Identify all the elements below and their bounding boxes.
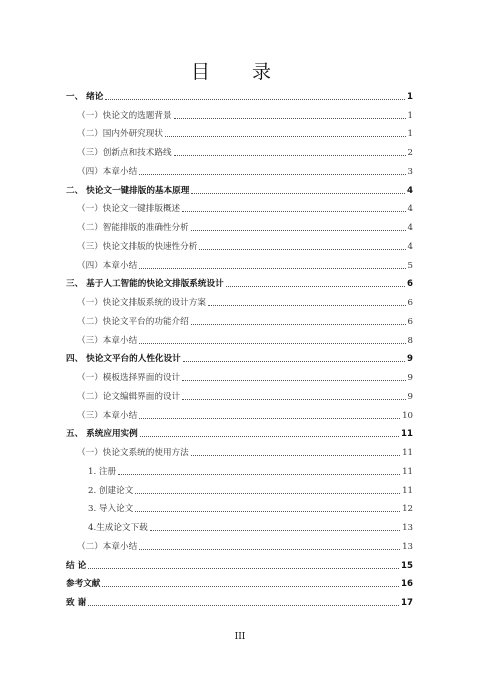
toc-entry[interactable] [66,103,413,122]
toc-entry[interactable] [66,365,413,384]
toc-entry[interactable] [66,534,413,553]
toc-entry[interactable] [66,515,413,534]
toc-entry-label: 4.生成论文下载 [88,523,148,533]
toc-entry[interactable] [66,253,413,272]
toc-entry[interactable] [66,272,413,291]
toc-entry-label: （二）论文编辑界面的设计 [77,391,181,402]
toc-entry[interactable] [66,497,413,516]
toc-entry-label: 四、 快论文平台的人性化设计 [66,354,181,365]
toc-entry[interactable] [66,140,413,159]
dot-leader [139,548,400,550]
toc-entry[interactable] [66,84,413,103]
toc-entry-label: （四）本章小结 [77,260,138,271]
toc-entry-label: （一）快论文的选题背景 [77,110,172,121]
toc-entry[interactable] [66,553,413,572]
toc-entry[interactable] [66,290,413,309]
toc-entry-page: 3 [407,166,413,177]
toc-entry-page: 6 [407,316,413,327]
toc-entry-label: （一）快论文一键排版概述 [77,204,181,215]
toc-entry-page: 11 [402,448,413,458]
toc-entry-label: 一、 绪论 [66,91,104,102]
toc-entry-label: （四）本章小结 [77,166,138,177]
table-of-contents [66,84,413,609]
toc-entry-page: 8 [407,335,413,346]
toc-entry-label: （三）快论文排版的快速性分析 [77,241,198,252]
dot-leader [226,285,405,287]
dot-leader [191,454,400,456]
toc-entry[interactable] [66,384,413,403]
toc-entry[interactable] [66,440,413,459]
toc-entry-label: 致 谢 [66,598,87,608]
toc-entry-label: （一）模板选择界面的设计 [77,373,181,383]
toc-entry-label: （一）快论文排版系统的设计方案 [77,298,206,308]
toc-entry-label: 结 论 [66,560,87,571]
toc-entry[interactable] [66,178,413,197]
toc-entry-page: 6 [407,279,413,290]
dot-leader [139,267,405,269]
toc-entry[interactable] [66,215,413,234]
toc-entry-page: 10 [402,410,413,421]
dot-leader [174,154,406,156]
toc-entry-label: （一）快论文系统的使用方法 [77,448,189,458]
toc-entry-label: 1. 注册 [88,466,117,477]
toc-entry[interactable] [66,347,413,366]
toc-entry-page: 13 [402,523,413,533]
toc-entry[interactable] [66,234,413,253]
toc-entry-page: 9 [407,373,413,383]
dot-leader [174,117,406,119]
toc-entry-page: 5 [407,260,413,271]
dot-leader [139,342,405,344]
toc-entry-page: 9 [407,391,413,402]
toc-entry-label: 二、 快论文一键排版的基本原理 [66,185,190,196]
dot-leader [140,435,399,437]
dot-leader [199,248,405,250]
dot-leader [165,135,406,137]
toc-entry-label: （三）本章小结 [77,410,138,421]
toc-entry-page: 4 [407,204,413,215]
page-number: III [234,632,246,642]
toc-entry[interactable] [66,309,413,328]
toc-entry-page: 11 [401,429,413,440]
dot-leader [182,398,405,400]
dot-leader [118,473,400,475]
toc-entry-page: 2 [407,148,413,158]
toc-entry-page: 6 [407,298,413,308]
dot-leader [191,192,405,194]
toc-entry-page: 11 [402,466,413,477]
dot-leader [183,360,405,362]
dot-leader [102,585,399,587]
toc-entry-page: 16 [401,579,413,590]
toc-entry-label: （三）创新点和技术路线 [77,148,172,158]
dot-leader [88,567,399,569]
toc-entry-label: （二）国内外研究现状 [77,129,163,140]
dot-leader [135,510,400,512]
toc-entry-label: （三）本章小结 [77,335,138,346]
toc-entry-page: 12 [402,504,413,515]
toc-entry-label: （二）智能排版的准确性分析 [77,223,189,233]
toc-entry-page: 17 [401,598,413,608]
toc-entry-label: 三、 基于人工智能的快论文排版系统设计 [66,279,224,290]
dot-leader [139,417,400,419]
toc-entry[interactable] [66,403,413,422]
toc-entry-page: 15 [401,560,413,571]
toc-entry[interactable] [66,572,413,591]
toc-entry-page: 4 [407,241,413,252]
dot-leader [135,492,400,494]
dot-leader [191,229,406,231]
dot-leader [208,304,406,306]
dot-leader [88,604,399,606]
toc-entry[interactable] [66,590,413,609]
toc-entry-label: （二）本章小结 [77,541,138,552]
toc-entry-page: 1 [407,91,413,102]
dot-leader [182,210,405,212]
toc-entry-page: 11 [402,485,413,496]
toc-entry[interactable] [66,328,413,347]
toc-entry-label: 五、 系统应用实例 [66,429,138,440]
dot-leader [182,379,405,381]
toc-entry-page: 1 [407,129,413,140]
toc-entry-page: 13 [402,541,413,552]
toc-entry-label: 3. 导入论文 [88,504,134,515]
toc-entry-page: 1 [407,110,413,121]
toc-entry[interactable] [66,459,413,478]
page-title: 目 录 [190,61,290,83]
toc-entry-label: （二）快论文平台的功能介绍 [77,316,189,327]
toc-entry-label: 2. 创建论文 [88,485,134,496]
dot-leader [191,323,406,325]
toc-entry[interactable] [66,478,413,497]
dot-leader [139,173,405,175]
toc-entry[interactable] [66,422,413,441]
toc-entry-label: 参考文献 [66,579,101,590]
toc-entry[interactable] [66,122,413,141]
dot-leader [105,98,405,100]
toc-entry-page: 9 [407,354,413,365]
dot-leader [150,529,400,531]
toc-entry-page: 4 [407,185,413,196]
toc-entry-page: 4 [407,223,413,233]
toc-entry[interactable] [66,197,413,216]
toc-entry[interactable] [66,159,413,178]
